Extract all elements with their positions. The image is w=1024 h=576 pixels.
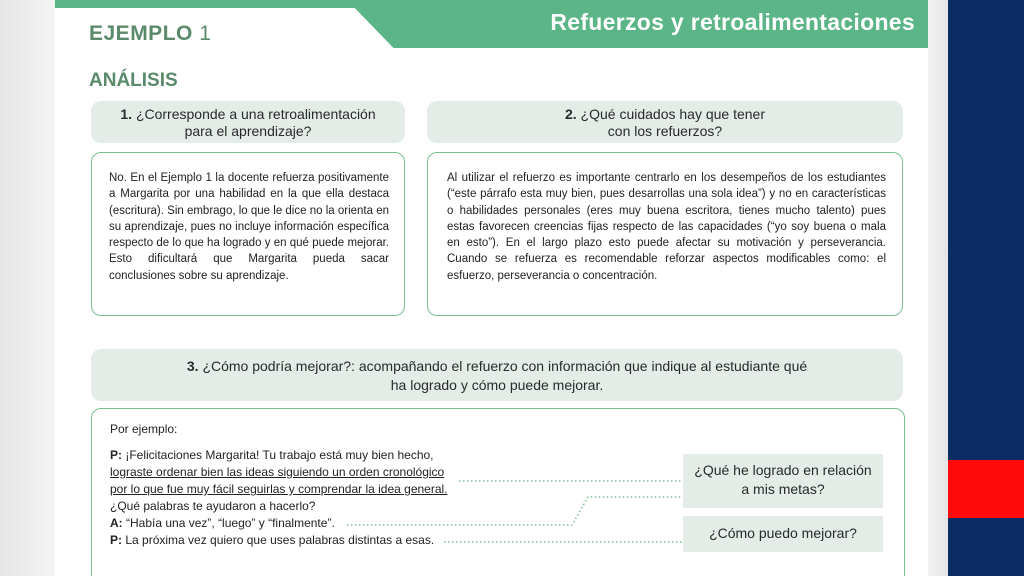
question-1-number: 1.	[120, 106, 133, 122]
question-3-line2: ha logrado y cómo puede mejorar.	[390, 377, 604, 393]
right-margin-shade	[928, 0, 948, 576]
example-word: EJEMPLO	[89, 22, 193, 45]
teacher-label: P:	[110, 448, 122, 462]
question-3-line1: ¿Cómo podría mejorar?: acompañando el refuerzo con información que indique al estudiante qué	[202, 358, 808, 374]
banner-title: Refuerzos y retroalimentaciones	[550, 9, 915, 35]
student-label: A:	[110, 516, 123, 530]
answer-1-box	[91, 152, 405, 316]
example-heading	[89, 22, 211, 46]
question-1-box	[91, 101, 405, 143]
right-red-block	[948, 460, 1024, 518]
dialog-line-5-text: “Había una vez”, “luego” y “finalmente”.	[126, 516, 335, 530]
question-2-box	[427, 101, 903, 143]
question-1-line1: ¿Corresponde a una retroalimentación	[135, 106, 376, 122]
question-2-line2: con los refuerzos?	[607, 123, 723, 139]
answer-2-text: Al utilizar el refuerzo es importante centrarlo en los desempeños de los estudiantes (“este párrafo esta muy bien, pues desarrollas una sola idea”) y no en características o habilidades personales (eres muy buena escritora, tienes mucho talento) pues estas favorecen creencias fijas respecto de las capacidades (“yo soy buena o mala en esto”). En el largo plazo esto puede afectar su motivación y perseverancia. Cuando se refuerza es recomendable reforzar aspectos modificables como: el esfuerzo, perseverancia o concentración.	[447, 172, 886, 282]
example-box	[91, 408, 905, 576]
dialog-line-2: lograste ordenar bien las ideas siguiendo un orden cronológico	[110, 465, 445, 479]
dialog-line-4: ¿Qué palabras te ayudaron a hacerlo?	[110, 499, 316, 513]
answer-2-box	[427, 152, 903, 316]
example-number: 1	[199, 22, 212, 45]
example-intro: Por ejemplo:	[110, 422, 178, 436]
achieved-line2: a mis metas?	[741, 481, 825, 497]
dialog-line-3: por lo que fue muy fácil seguirlas y comprendar la idea general.	[110, 482, 448, 496]
achieved-line1: ¿Qué he logrado en relación	[694, 462, 872, 478]
teacher-label-2: P:	[110, 533, 122, 547]
question-1-line2: para el aprendizaje?	[184, 123, 312, 139]
dialog-line-1-text: ¡Felicitaciones Margarita! Tu trabajo está muy bien hecho,	[125, 448, 434, 462]
improve-text: ¿Cómo puedo mejorar?	[709, 525, 857, 541]
question-3-number: 3.	[186, 358, 199, 374]
dialog-line-6-text: La próxima vez quiero que uses palabras distintas a esas.	[125, 533, 435, 547]
question-3-box	[91, 349, 903, 401]
analysis-heading: ANÁLISIS	[89, 70, 178, 91]
question-2-number: 2.	[564, 106, 577, 122]
question-2-line1: ¿Qué cuidados hay que tener	[580, 106, 766, 122]
achieved-box	[683, 454, 883, 508]
document-page	[55, 0, 928, 576]
improve-box	[683, 516, 883, 552]
connector-achieved-2	[347, 497, 682, 525]
answer-1-text: No. En el Ejemplo 1 la docente refuerza positivamente a Margarita por una habilidad en la que ella destaca (escritura). Sin embrago, lo que le dice no la orienta en su aprendizaje, pues no incluye información específica respecto de lo que ha logrado y en qué puede mejorar. Esto dificultará que Margarita pueda sacar conclusiones sobre su aprendizaje.	[109, 172, 389, 282]
left-margin-shade	[0, 0, 55, 576]
